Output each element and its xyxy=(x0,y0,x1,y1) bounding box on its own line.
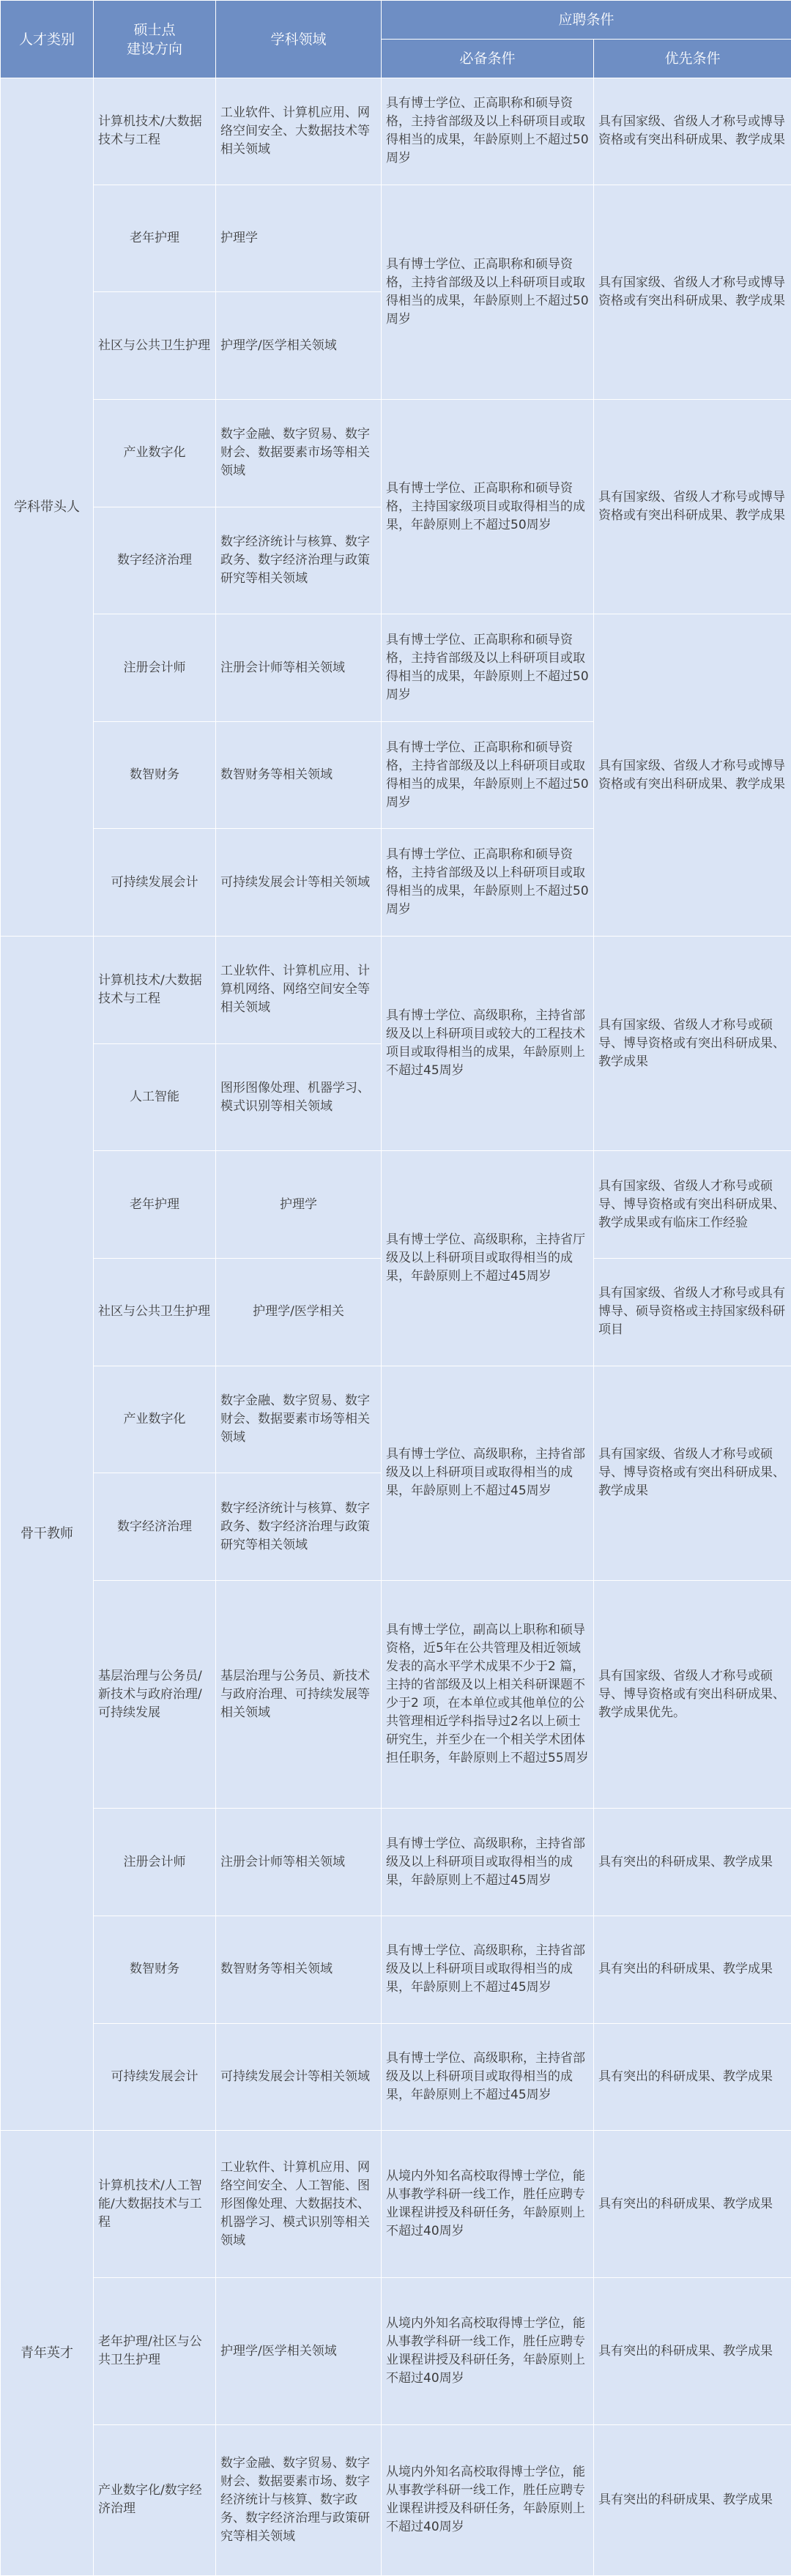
direction-cell: 计算机技术/人工智能/大数据技术与工程 xyxy=(94,2131,216,2278)
required-cell: 从境内外知名高校取得博士学位，能从事教学科研一线工作，胜任应聘专业课程讲授及科研任务，年龄原则上不超过40周岁 xyxy=(382,2424,594,2575)
preferred-cell: 具有国家级、省级人才称号或硕导、博导资格或有突出科研成果、教学成果 xyxy=(594,1366,791,1580)
required-cell: 具有博士学位、高级职称，主持省部级及以上科研项目或较大的工程技术项目或取得相当的成果，年龄原则上不超过45周岁 xyxy=(382,937,594,1151)
required-cell: 具有博士学位、高级职称，主持省部级及以上科研项目或取得相当的成果，年龄原则上不超过45周岁 xyxy=(382,2023,594,2131)
field-cell: 数字金融、数字贸易、数字财会、数据要素市场等相关领域 xyxy=(216,399,382,507)
table-body xyxy=(1,78,791,2576)
required-cell: 具有博士学位、高级职称，主持省部级及以上科研项目或取得相当的成果，年龄原则上不超过45周岁 xyxy=(382,1809,594,1916)
direction-cell: 人工智能 xyxy=(94,1043,216,1151)
direction-cell: 产业数字化 xyxy=(94,1366,216,1473)
field-cell: 数字经济统计与核算、数字政务、数字经济治理与政策研究等相关领域 xyxy=(216,1473,382,1581)
table-row xyxy=(1,1366,791,1473)
direction-cell: 基层治理与公务员/新技术与政府治理/可持续发展 xyxy=(94,1580,216,1808)
direction-cell: 计算机技术/大数据技术与工程 xyxy=(94,937,216,1044)
field-cell: 数字金融、数字贸易、数字财会、数据要素市场、数字经济统计与核算、数字政务、数字经济治理与政策研究等相关领域 xyxy=(216,2424,382,2575)
preferred-cell: 具有国家级、省级人才称号或博导资格或有突出科研成果、教学成果 xyxy=(594,614,791,937)
required-cell: 具有博士学位、高级职称，主持省厅级及以上科研项目或取得相当的成果，年龄原则上不超过45周岁 xyxy=(382,1151,594,1366)
direction-cell: 社区与公共卫生护理 xyxy=(94,1259,216,1366)
field-cell: 可持续发展会计等相关领域 xyxy=(216,2023,382,2131)
preferred-cell: 具有突出的科研成果、教学成果 xyxy=(594,2424,791,2575)
table-row xyxy=(1,937,791,1044)
required-cell: 具有博士学位、正高职称和硕导资格，主持省部级及以上科研项目或取得相当的成果，年龄原则上不超过50周岁 xyxy=(382,185,594,399)
preferred-cell: 具有国家级、省级人才称号或博导资格或有突出科研成果、教学成果 xyxy=(594,78,791,185)
table-row xyxy=(1,614,791,722)
preferred-cell: 具有突出的科研成果、教学成果 xyxy=(594,1809,791,1916)
required-cell: 具有博士学位、高级职称，主持省部级及以上科研项目或取得相当的成果，年龄原则上不超过45周岁 xyxy=(382,1366,594,1580)
direction-cell: 数字经济治理 xyxy=(94,507,216,614)
table-row xyxy=(1,1580,791,1808)
field-cell: 工业软件、计算机应用、网络空间安全、大数据技术等相关领域 xyxy=(216,78,382,185)
field-cell: 注册会计师等相关领域 xyxy=(216,1809,382,1916)
required-cell: 具有博士学位、高级职称，主持省部级及以上科研项目或取得相当的成果，年龄原则上不超过45周岁 xyxy=(382,1916,594,2023)
direction-cell: 产业数字化/数字经济治理 xyxy=(94,2424,216,2575)
direction-cell: 数智财务 xyxy=(94,721,216,829)
header-category: 人才类别 xyxy=(1,1,94,78)
direction-cell: 社区与公共卫生护理 xyxy=(94,292,216,400)
field-cell: 可持续发展会计等相关领域 xyxy=(216,829,382,937)
required-cell: 具有博士学位、正高职称和硕导资格，主持省部级及以上科研项目或取得相当的成果，年龄原则上不超过50周岁 xyxy=(382,721,594,829)
table-row xyxy=(1,2023,791,2131)
category-cell: 学科带头人 xyxy=(1,78,94,937)
required-cell: 具有博士学位、正高职称和硕导资格，主持省部级及以上科研项目或取得相当的成果，年龄原则上不超过50周岁 xyxy=(382,78,594,185)
preferred-cell: 具有国家级、省级人才称号或硕导、博导资格或有突出科研成果、教学成果或有临床工作经验 xyxy=(594,1151,791,1259)
required-cell: 具有博士学位、正高职称和硕导资格，主持省部级及以上科研项目或取得相当的成果，年龄原则上不超过50周岁 xyxy=(382,829,594,937)
field-cell: 护理学/医学相关领域 xyxy=(216,2278,382,2425)
preferred-cell: 具有国家级、省级人才称号或博导资格或有突出科研成果、教学成果 xyxy=(594,399,791,614)
preferred-cell: 具有突出的科研成果、教学成果 xyxy=(594,2278,791,2425)
preferred-cell: 具有突出的科研成果、教学成果 xyxy=(594,2131,791,2278)
direction-cell: 产业数字化 xyxy=(94,399,216,507)
field-cell: 工业软件、计算机应用、计算机网络、网络空间安全等相关领域 xyxy=(216,937,382,1044)
required-cell: 从境内外知名高校取得博士学位，能从事教学科研一线工作，胜任应聘专业课程讲授及科研任务，年龄原则上不超过40周岁 xyxy=(382,2278,594,2425)
field-cell: 数字金融、数字贸易、数字财会、数据要素市场等相关领域 xyxy=(216,1366,382,1473)
table-row xyxy=(1,2278,791,2425)
required-cell: 具有博士学位、正高职称和硕导资格，主持省部级及以上科研项目或取得相当的成果，年龄原则上不超过50周岁 xyxy=(382,614,594,722)
preferred-cell: 具有国家级、省级人才称号或博导资格或有突出科研成果、教学成果 xyxy=(594,185,791,399)
direction-cell: 老年护理/社区与公共卫生护理 xyxy=(94,2278,216,2425)
required-cell: 具有博士学位、正高职称和硕导资格，主持国家级项目或取得相当的成果，年龄原则上不超过50周岁 xyxy=(382,399,594,614)
field-cell: 数智财务等相关领域 xyxy=(216,721,382,829)
direction-cell: 老年护理 xyxy=(94,1151,216,1259)
table-row xyxy=(1,78,791,185)
field-cell: 护理学/医学相关 xyxy=(216,1259,382,1366)
preferred-cell: 具有突出的科研成果、教学成果 xyxy=(594,1916,791,2023)
field-cell: 护理学/医学相关领域 xyxy=(216,292,382,400)
table-row xyxy=(1,1151,791,1259)
table-row xyxy=(1,2424,791,2575)
field-cell: 数智财务等相关领域 xyxy=(216,1916,382,2023)
header-direction: 硕士点 建设方向 xyxy=(94,1,216,78)
field-cell: 护理学 xyxy=(216,1151,382,1259)
direction-cell: 数智财务 xyxy=(94,1916,216,2023)
required-cell: 从境内外知名高校取得博士学位，能从事教学科研一线工作，胜任应聘专业课程讲授及科研任务，年龄原则上不超过40周岁 xyxy=(382,2131,594,2278)
field-cell: 图形图像处理、机器学习、模式识别等相关领域 xyxy=(216,1043,382,1151)
table-row xyxy=(1,185,791,292)
direction-cell: 老年护理 xyxy=(94,185,216,292)
preferred-cell: 具有国家级、省级人才称号或硕导、博导资格或有突出科研成果、教学成果优先。 xyxy=(594,1580,791,1808)
preferred-cell: 具有突出的科研成果、教学成果 xyxy=(594,2023,791,2131)
field-cell: 注册会计师等相关领域 xyxy=(216,614,382,722)
table-row xyxy=(1,1916,791,2023)
direction-cell: 注册会计师 xyxy=(94,614,216,722)
direction-cell: 注册会计师 xyxy=(94,1809,216,1916)
table-row xyxy=(1,1809,791,1916)
category-cell: 青年英才 xyxy=(1,2131,94,2576)
direction-cell: 计算机技术/大数据技术与工程 xyxy=(94,78,216,185)
required-cell: 具有博士学位，副高以上职称和硕导资格，近5年在公共管理及相近领域发表的高水平学术成果不少于2 篇，主持的省部级及以上相关科研课题不少于2 项，在本单位或其他单位的公共管理相近学科指导过2名以上硕士研究生，并至少在一个相关学术团体担任职务，年龄原则上不超过55周岁 xyxy=(382,1580,594,1808)
category-cell: 骨干教师 xyxy=(1,937,94,2131)
table-row xyxy=(1,399,791,507)
field-cell: 护理学 xyxy=(216,185,382,292)
direction-cell: 可持续发展会计 xyxy=(94,2023,216,2131)
field-cell: 工业软件、计算机应用、网络空间安全、人工智能、图形图像处理、大数据技术、机器学习、模式识别等相关领域 xyxy=(216,2131,382,2278)
preferred-cell: 具有国家级、省级人才称号或硕导、博导资格或有突出科研成果、教学成果 xyxy=(594,937,791,1151)
header-conditions: 应聘条件 xyxy=(382,1,791,40)
direction-cell: 可持续发展会计 xyxy=(94,829,216,937)
table-header xyxy=(1,1,791,78)
header-required: 必备条件 xyxy=(382,40,594,78)
header-preferred: 优先条件 xyxy=(594,40,791,78)
field-cell: 数字经济统计与核算、数字政务、数字经济治理与政策研究等相关领域 xyxy=(216,507,382,614)
table-row xyxy=(1,2131,791,2278)
preferred-cell: 具有国家级、省级人才称号或具有博导、硕导资格或主持国家级科研项目 xyxy=(594,1259,791,1366)
field-cell: 基层治理与公务员、新技术与政府治理、可持续发展等相关领域 xyxy=(216,1580,382,1808)
direction-cell: 数字经济治理 xyxy=(94,1473,216,1581)
header-field: 学科领域 xyxy=(216,1,382,78)
